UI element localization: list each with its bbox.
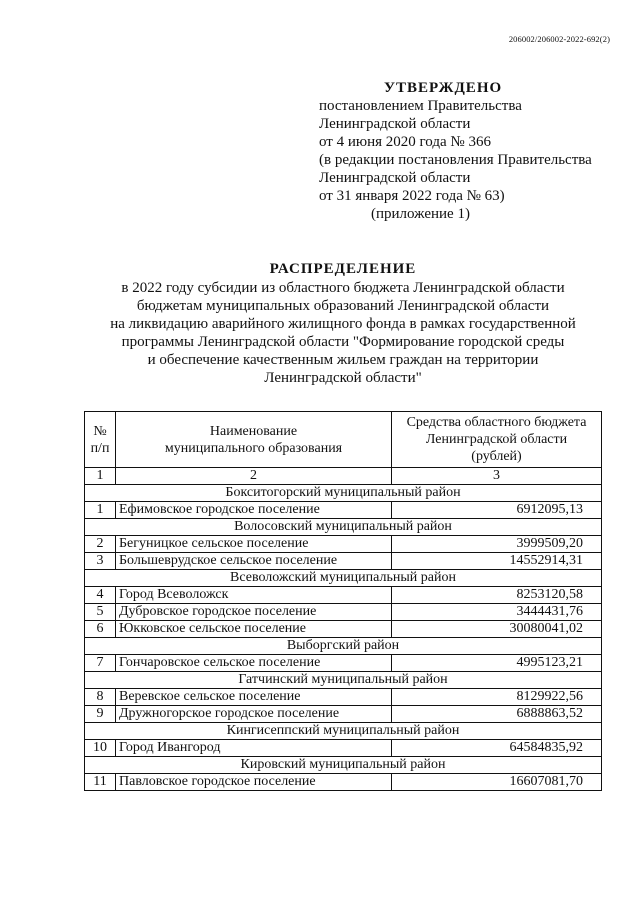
header-number-line: п/п: [90, 440, 110, 456]
district-row: [85, 723, 602, 740]
column-number-row: [85, 468, 602, 485]
distribution-line: на ликвидацию аварийного жилищного фонда в рамках государственной: [110, 316, 576, 332]
table-row: [85, 587, 602, 604]
municipality-name: Город Ивангород: [116, 740, 392, 757]
approval-block: [319, 79, 619, 223]
district-name: Всеволожский муниципальный район: [85, 570, 602, 587]
municipality-name: Ефимовское городское поселение: [116, 502, 392, 519]
header-number-line: №: [93, 423, 107, 439]
table-row: [85, 774, 602, 791]
distribution-line: и обеспечение качественным жильем граждан на территории: [147, 352, 539, 368]
district-row: [85, 757, 602, 774]
approval-line: (в редакции постановления Правительства: [319, 152, 592, 168]
distribution-line: бюджетам муниципальных образований Ленинградской области: [136, 298, 550, 314]
column-number: 3: [392, 468, 602, 485]
row-number: 3: [85, 553, 116, 570]
table-row: [85, 706, 602, 723]
row-number: 9: [85, 706, 116, 723]
header-name-line: Наименование: [209, 423, 298, 439]
row-number: 1: [85, 502, 116, 519]
table-row: [85, 604, 602, 621]
subsidy-amount: 14552914,31: [392, 553, 602, 570]
table-row: [85, 502, 602, 519]
row-number: 10: [85, 740, 116, 757]
row-number: 4: [85, 587, 116, 604]
subsidy-amount: 4995123,21: [392, 655, 602, 672]
municipality-name: Гончаровское сельское поселение: [116, 655, 392, 672]
approval-line: от 4 июня 2020 года № 366: [319, 134, 491, 150]
district-name: Кировский муниципальный район: [85, 757, 602, 774]
approval-line: постановлением Правительства: [319, 98, 522, 114]
municipality-name: Веревское сельское поселение: [116, 689, 392, 706]
district-name: Выборгский район: [85, 638, 602, 655]
subsidy-amount: 6888863,52: [392, 706, 602, 723]
distribution-line: программы Ленинградской области "Формирование городской среды: [121, 334, 565, 350]
subsidy-amount: 30080041,02: [392, 621, 602, 638]
subsidy-amount: 16607081,70: [392, 774, 602, 791]
distribution-heading: [60, 260, 626, 387]
row-number: 6: [85, 621, 116, 638]
subsidy-amount: 6912095,13: [392, 502, 602, 519]
header-amount-line: (рублей): [471, 449, 522, 464]
column-number: 1: [85, 468, 116, 485]
header-row: [85, 412, 602, 468]
distribution-title: РАСПРЕДЕЛЕНИЕ: [269, 261, 417, 277]
district-name: Бокситогорский муниципальный район: [85, 485, 602, 502]
row-number: 8: [85, 689, 116, 706]
approval-line: от 31 января 2022 года № 63): [319, 188, 505, 204]
district-name: Волосовский муниципальный район: [85, 519, 602, 536]
table-row: [85, 553, 602, 570]
approval-line: Ленинградской области: [319, 116, 471, 132]
row-number: 2: [85, 536, 116, 553]
document-number: 206002/206002-2022-692(2): [508, 34, 610, 44]
district-name: Кингисеппский муниципальный район: [85, 723, 602, 740]
column-number: 2: [116, 468, 392, 485]
district-name: Гатчинский муниципальный район: [85, 672, 602, 689]
district-row: [85, 638, 602, 655]
subsidy-amount: 3999509,20: [392, 536, 602, 553]
district-row: [85, 672, 602, 689]
municipality-name: Бегуницкое сельское поселение: [116, 536, 392, 553]
district-row: [85, 485, 602, 502]
municipality-name: Большеврудское сельское поселение: [116, 553, 392, 570]
row-number: 7: [85, 655, 116, 672]
table-row: [85, 621, 602, 638]
table-row: [85, 655, 602, 672]
municipality-name: Павловское городское поселение: [116, 774, 392, 791]
table-row: [85, 740, 602, 757]
header-name-line: муниципального образования: [164, 440, 343, 456]
header-amount-line: Средства областного бюджета: [406, 415, 587, 430]
approval-line: Ленинградской области: [319, 170, 471, 186]
header-amount: [392, 412, 602, 468]
municipality-name: Город Всеволожск: [116, 587, 392, 604]
subsidy-table: [84, 411, 602, 791]
municipality-name: Юкковское сельское поселение: [116, 621, 392, 638]
subsidy-amount: 64584835,92: [392, 740, 602, 757]
header-amount-line: Ленинградской области: [425, 432, 568, 447]
row-number: 11: [85, 774, 116, 791]
subsidy-amount: 3444431,76: [392, 604, 602, 621]
header-name: [116, 412, 392, 468]
district-row: [85, 519, 602, 536]
table-row: [85, 536, 602, 553]
row-number: 5: [85, 604, 116, 621]
district-row: [85, 570, 602, 587]
annex-label: (приложение 1): [371, 206, 470, 222]
municipality-name: Дружногорское городское поселение: [116, 706, 392, 723]
subsidy-amount: 8253120,58: [392, 587, 602, 604]
distribution-line: Ленинградской области": [264, 370, 422, 386]
distribution-line: в 2022 году субсидии из областного бюджета Ленинградской области: [121, 280, 565, 296]
header-number: [85, 412, 116, 468]
table-body: [85, 412, 602, 791]
approval-title: УТВЕРЖДЕНО: [384, 80, 503, 96]
municipality-name: Дубровское городское поселение: [116, 604, 392, 621]
subsidy-amount: 8129922,56: [392, 689, 602, 706]
table-row: [85, 689, 602, 706]
